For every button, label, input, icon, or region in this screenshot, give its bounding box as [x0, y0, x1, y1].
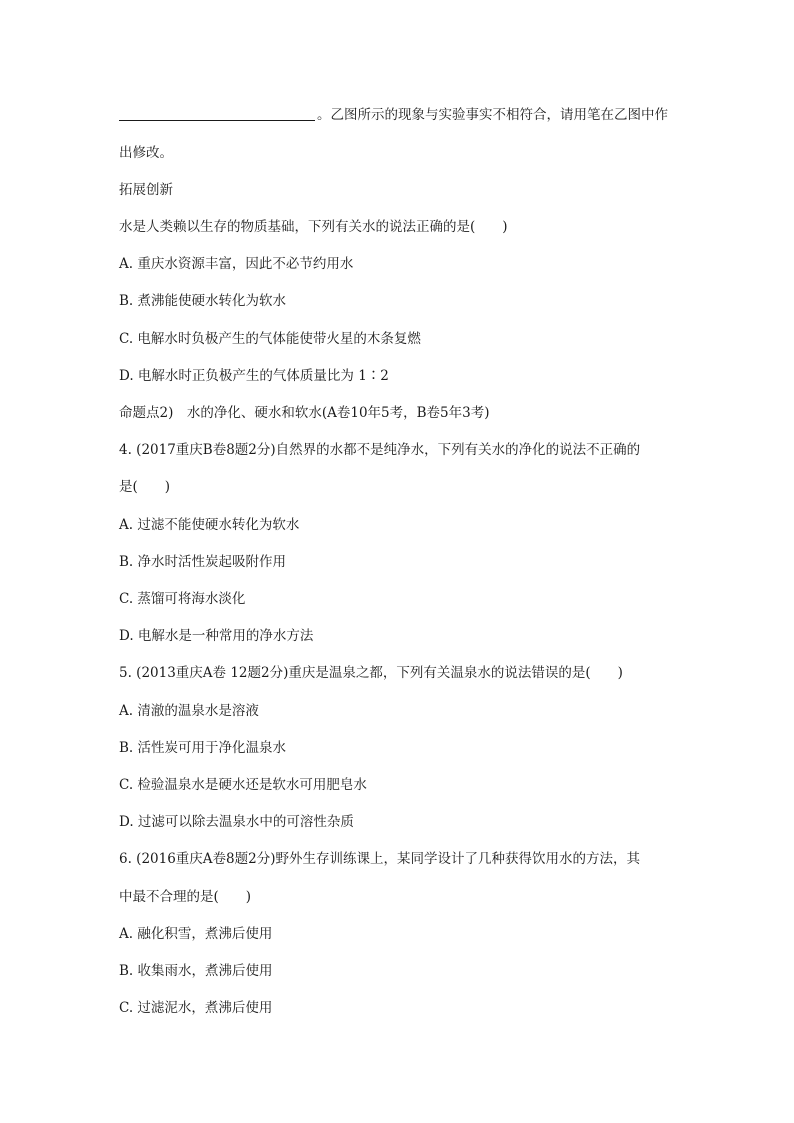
- intro-text-1: 。乙图所示的现象与实验事实不相符合，请用笔在乙图中作: [317, 107, 668, 123]
- q4-option-d: D. 电解水是一种常用的净水方法: [119, 628, 314, 644]
- question-option-d: D. 电解水时正负极产生的气体质量比为 1∶2: [119, 368, 389, 384]
- q6-option-c: C. 过滤泥水，煮沸后使用: [119, 1000, 273, 1016]
- topic-heading: 命题点2) 水的净化、硬水和软水(A卷10年5考，B卷5年3考): [119, 405, 490, 421]
- q4-option-c: C. 蒸馏可将海水淡化: [119, 591, 246, 607]
- intro-line-1: [119, 106, 668, 124]
- q5-option-b: B. 活性炭可用于净化温泉水: [119, 740, 287, 756]
- q5-option-d: D. 过滤可以除去温泉水中的可溶性杂质: [119, 814, 354, 830]
- q6-option-a: A. 融化积雪，煮沸后使用: [119, 926, 273, 942]
- section-title: 拓展创新: [119, 182, 173, 198]
- q4-option-a: A. 过滤不能使硬水转化为软水: [119, 517, 300, 533]
- q4-option-b: B. 净水时活性炭起吸附作用: [119, 554, 287, 570]
- question-option-b: B. 煮沸能使硬水转化为软水: [119, 293, 287, 309]
- question-option-a: A. 重庆水资源丰富，因此不必节约用水: [119, 256, 354, 272]
- q6-stem-line-1: 6. (2016重庆A卷8题2分)野外生存训练课上，某同学设计了几种获得饮用水的方法，其: [119, 851, 640, 867]
- question-stem: 水是人类赖以生存的物质基础，下列有关水的说法正确的是( ): [119, 219, 508, 235]
- q4-stem-line-2: 是( ): [119, 479, 171, 495]
- q6-option-b: B. 收集雨水，煮沸后使用: [119, 963, 273, 979]
- q5-option-c: C. 检验温泉水是硬水还是软水可用肥皂水: [119, 777, 367, 793]
- q5-option-a: A. 清澈的温泉水是溶液: [119, 703, 259, 719]
- answer-blank[interactable]: [119, 106, 315, 121]
- q6-stem-line-2: 中最不合理的是( ): [119, 889, 252, 905]
- intro-line-2: 出修改。: [119, 145, 173, 161]
- question-option-c: C. 电解水时负极产生的气体能使带火星的木条复燃: [119, 331, 421, 347]
- q5-stem: 5. (2013重庆A卷 12题2分)重庆是温泉之都，下列有关温泉水的说法错误的是( ): [119, 665, 623, 681]
- q4-stem-line-1: 4. (2017重庆B卷8题2分)自然界的水都不是纯净水，下列有关水的净化的说法不正确的: [119, 442, 641, 458]
